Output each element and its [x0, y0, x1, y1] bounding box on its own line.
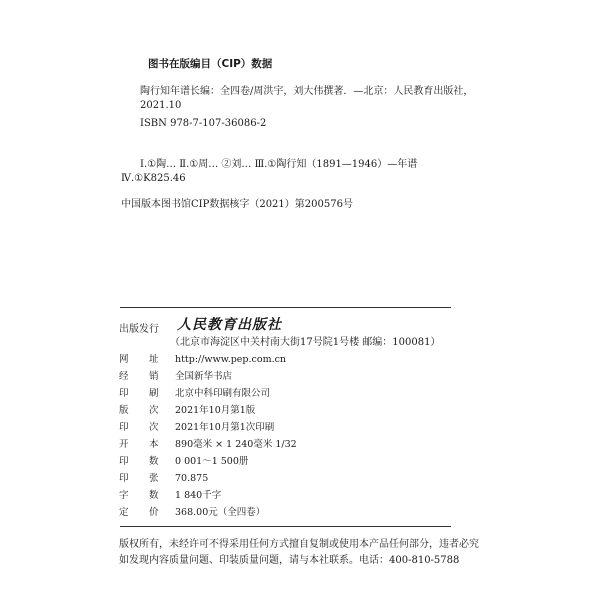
- detail-label: 数: [149, 456, 159, 467]
- detail-row: [119, 402, 255, 416]
- detail-value: 2021年10月第1版: [175, 405, 256, 416]
- detail-label: 址: [149, 354, 159, 365]
- detail-label: 开: [119, 439, 129, 450]
- detail-label: 定: [119, 507, 129, 518]
- detail-value: 全国新华书店: [175, 371, 233, 382]
- detail-label: 次: [149, 422, 159, 433]
- detail-label: 印: [119, 456, 129, 467]
- detail-row: [119, 453, 248, 467]
- cip-subject-line: Ⅰ.①陶… Ⅱ.①周… ②刘… Ⅲ.①陶行知（1891—1946）—年谱: [140, 159, 418, 170]
- cip-classification: Ⅳ.①K825.46: [121, 173, 186, 184]
- cip-title: 图书在版编目（CIP）数据: [148, 58, 273, 70]
- detail-value: 北京中科印刷有限公司: [175, 388, 271, 399]
- detail-value: 0 001～1 500册: [175, 456, 249, 467]
- cip-isbn: ISBN 978-7-107-36086-2: [140, 118, 267, 129]
- detail-value: http://www.pep.com.cn: [175, 354, 287, 365]
- detail-label: 网: [119, 354, 129, 365]
- detail-row: [119, 436, 297, 450]
- publisher-label: 出版发行: [119, 324, 159, 335]
- detail-label: 数: [149, 490, 159, 501]
- detail-row: [119, 487, 221, 501]
- detail-value: 368.00元（全四卷）: [175, 507, 266, 518]
- detail-label: 印: [119, 422, 129, 433]
- detail-label: 张: [149, 473, 159, 484]
- detail-row: [119, 419, 274, 433]
- detail-label: 版: [119, 405, 129, 416]
- cip-entry-date: 2021.10: [140, 100, 182, 111]
- detail-value: 70.875: [175, 473, 209, 484]
- detail-value: 890毫米 × 1 240毫米 1/32: [175, 439, 297, 450]
- detail-label: 刷: [149, 388, 159, 399]
- detail-row: [119, 504, 265, 518]
- cip-record-number: 中国版本图书馆CIP数据核字（2021）第200576号: [121, 199, 353, 210]
- contact-notice: 如发现内容质量问题、印装质量问题，请与本社联系。电话：400-810-5788: [119, 555, 460, 566]
- detail-label: 销: [149, 371, 159, 382]
- publisher-logo: 人民教育出版社: [177, 317, 282, 333]
- detail-row: [119, 351, 286, 365]
- detail-label: 经: [119, 371, 129, 382]
- detail-row: [119, 385, 270, 399]
- publisher-address: （北京市海淀区中关村南大街17号院1号楼 邮编：100081）: [170, 337, 441, 348]
- cip-entry-line: 陶行知年谱长编：全四卷/周洪宇，刘大伟撰著．—北京：人民教育出版社，: [140, 86, 474, 97]
- detail-row: [119, 368, 232, 382]
- divider-bottom: [120, 526, 451, 527]
- detail-value: 1 840千字: [175, 490, 222, 501]
- copyright-notice: 版权所有，未经许可不得采用任何方式擅自复制或使用本产品任何部分，违者必究: [119, 539, 479, 550]
- detail-row: [119, 470, 208, 484]
- detail-label: 印: [119, 388, 129, 399]
- detail-label: 本: [149, 439, 159, 450]
- detail-value: 2021年10月第1次印刷: [175, 422, 275, 433]
- detail-label: 次: [149, 405, 159, 416]
- detail-label: 价: [149, 507, 159, 518]
- divider-top: [120, 307, 451, 308]
- detail-label: 印: [119, 473, 129, 484]
- detail-label: 字: [119, 490, 129, 501]
